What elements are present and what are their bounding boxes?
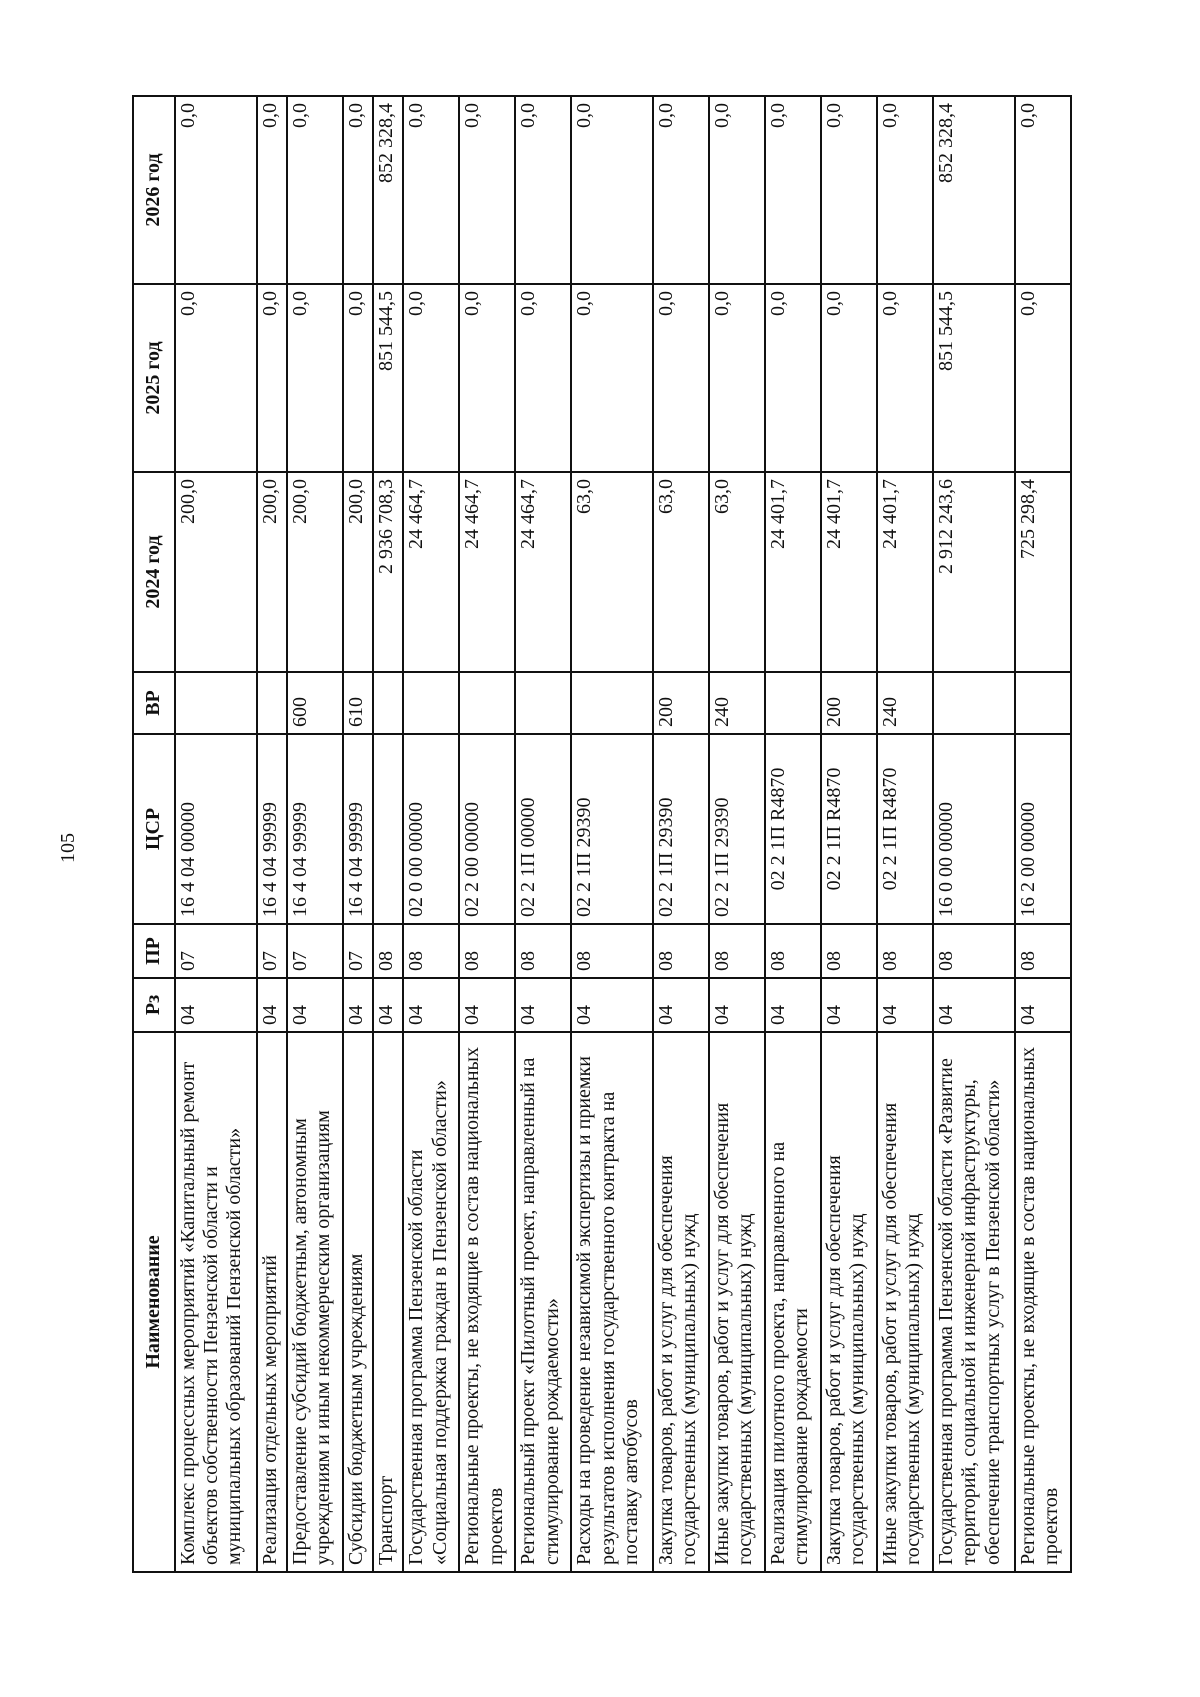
cell-2024: 24 464,7	[403, 472, 459, 672]
cell-rz: 04	[571, 978, 653, 1032]
header-2025: 2025 год	[133, 284, 175, 472]
cell-csr: 16 4 04 99999	[343, 734, 373, 924]
cell-2025: 0,0	[571, 284, 653, 472]
table-row	[821, 96, 877, 1572]
cell-2024: 24 401,7	[765, 472, 821, 672]
cell-rz: 04	[287, 978, 343, 1032]
cell-pr: 08	[515, 924, 571, 978]
cell-2026: 0,0	[765, 96, 821, 284]
cell-pr: 08	[403, 924, 459, 978]
cell-name: Предоставление субсидий бюджетным, автономным учреждениям и иным некоммерческим организациям	[287, 1032, 343, 1572]
cell-2026: 0,0	[515, 96, 571, 284]
table-row	[175, 96, 257, 1572]
cell-2024: 63,0	[653, 472, 709, 672]
cell-2025: 0,0	[459, 284, 515, 472]
cell-2026: 0,0	[571, 96, 653, 284]
cell-2026: 0,0	[459, 96, 515, 284]
cell-name: Иные закупки товаров, работ и услуг для обеспечения государственных (муниципальных) нужд	[877, 1032, 933, 1572]
cell-pr: 08	[933, 924, 1015, 978]
table-row	[653, 96, 709, 1572]
cell-vr	[933, 672, 1015, 734]
header-2026: 2026 год	[133, 96, 175, 284]
cell-2024: 24 464,7	[459, 472, 515, 672]
cell-2025: 0,0	[403, 284, 459, 472]
cell-2024: 2 936 708,3	[373, 472, 403, 672]
cell-pr: 08	[877, 924, 933, 978]
cell-2026: 0,0	[257, 96, 287, 284]
cell-rz: 04	[877, 978, 933, 1032]
cell-csr	[373, 734, 403, 924]
table-row	[257, 96, 287, 1572]
cell-2026: 0,0	[709, 96, 765, 284]
rotated-table-container	[132, 97, 1072, 1573]
cell-2025: 0,0	[653, 284, 709, 472]
cell-2024: 200,0	[257, 472, 287, 672]
cell-rz: 04	[459, 978, 515, 1032]
header-vr: ВР	[133, 672, 175, 734]
cell-rz: 04	[653, 978, 709, 1032]
cell-pr: 07	[343, 924, 373, 978]
cell-2026: 0,0	[287, 96, 343, 284]
cell-name: Реализация пилотного проекта, направленного на стимулирование рождаемости	[765, 1032, 821, 1572]
cell-vr	[515, 672, 571, 734]
cell-rz: 04	[175, 978, 257, 1032]
cell-pr: 08	[653, 924, 709, 978]
cell-name: Закупка товаров, работ и услуг для обеспечения государственных (муниципальных) нужд	[653, 1032, 709, 1572]
header-csr: ЦСР	[133, 734, 175, 924]
cell-csr: 02 2 1П 29390	[709, 734, 765, 924]
header-pr: ПР	[133, 924, 175, 978]
cell-2024: 63,0	[571, 472, 653, 672]
cell-csr: 02 2 1П R4870	[765, 734, 821, 924]
cell-vr: 200	[653, 672, 709, 734]
cell-rz: 04	[765, 978, 821, 1032]
table-row	[571, 96, 653, 1572]
cell-2025: 0,0	[257, 284, 287, 472]
header-2024: 2024 год	[133, 472, 175, 672]
cell-vr	[459, 672, 515, 734]
cell-csr: 16 4 04 99999	[257, 734, 287, 924]
cell-pr: 08	[765, 924, 821, 978]
cell-rz: 04	[709, 978, 765, 1032]
cell-csr: 16 2 00 00000	[1015, 734, 1071, 924]
cell-pr: 08	[373, 924, 403, 978]
cell-2024: 63,0	[709, 472, 765, 672]
cell-2026: 0,0	[821, 96, 877, 284]
cell-pr: 08	[709, 924, 765, 978]
cell-2025: 0,0	[287, 284, 343, 472]
cell-csr: 16 4 04 00000	[175, 734, 257, 924]
cell-rz: 04	[1015, 978, 1071, 1032]
cell-rz: 04	[515, 978, 571, 1032]
cell-2025: 0,0	[1015, 284, 1071, 472]
cell-2024: 200,0	[175, 472, 257, 672]
cell-2024: 24 401,7	[877, 472, 933, 672]
cell-2024: 24 464,7	[515, 472, 571, 672]
cell-2026: 0,0	[343, 96, 373, 284]
cell-2026: 852 328,4	[933, 96, 1015, 284]
cell-vr	[403, 672, 459, 734]
cell-vr	[373, 672, 403, 734]
cell-2026: 0,0	[1015, 96, 1071, 284]
cell-csr: 02 2 1П R4870	[877, 734, 933, 924]
cell-csr: 02 2 1П 29390	[571, 734, 653, 924]
cell-2025: 851 544,5	[933, 284, 1015, 472]
cell-pr: 08	[821, 924, 877, 978]
cell-name: Субсидии бюджетным учреждениям	[343, 1032, 373, 1572]
cell-vr: 240	[877, 672, 933, 734]
cell-2024: 200,0	[343, 472, 373, 672]
cell-name: Региональные проекты, не входящие в состав национальных проектов	[459, 1032, 515, 1572]
cell-2025: 0,0	[175, 284, 257, 472]
cell-pr: 07	[257, 924, 287, 978]
table-row	[765, 96, 821, 1572]
cell-rz: 04	[933, 978, 1015, 1032]
cell-vr: 600	[287, 672, 343, 734]
cell-name: Реализация отдельных мероприятий	[257, 1032, 287, 1572]
cell-name: Комплекс процессных мероприятий «Капитальный ремонт объектов собственности Пензенской области и муниципальных образований Пензенской области»	[175, 1032, 257, 1572]
cell-name: Транспорт	[373, 1032, 403, 1572]
header-rz: Рз	[133, 978, 175, 1032]
cell-name: Закупка товаров, работ и услуг для обеспечения государственных (муниципальных) нужд	[821, 1032, 877, 1572]
cell-pr: 07	[287, 924, 343, 978]
cell-csr: 02 2 1П R4870	[821, 734, 877, 924]
cell-csr: 16 4 04 99999	[287, 734, 343, 924]
cell-2025: 0,0	[515, 284, 571, 472]
page-number: 105	[57, 833, 79, 863]
cell-pr: 07	[175, 924, 257, 978]
cell-2026: 852 328,4	[373, 96, 403, 284]
table-row	[1015, 96, 1071, 1572]
cell-vr	[257, 672, 287, 734]
cell-vr	[175, 672, 257, 734]
cell-2025: 0,0	[877, 284, 933, 472]
cell-rz: 04	[821, 978, 877, 1032]
cell-2025: 851 544,5	[373, 284, 403, 472]
cell-pr: 08	[1015, 924, 1071, 978]
cell-2024: 24 401,7	[821, 472, 877, 672]
cell-2025: 0,0	[821, 284, 877, 472]
cell-csr: 02 0 00 00000	[403, 734, 459, 924]
cell-rz: 04	[373, 978, 403, 1032]
cell-csr: 02 2 1П 00000	[515, 734, 571, 924]
table-row	[343, 96, 373, 1572]
cell-2025: 0,0	[765, 284, 821, 472]
table-row	[459, 96, 515, 1572]
cell-2026: 0,0	[653, 96, 709, 284]
cell-csr: 02 2 00 00000	[459, 734, 515, 924]
table-header-row	[133, 96, 175, 1572]
cell-name: Государственная программа Пензенской области «Развитие территорий, социальной и инженерной инфраструктуры, обеспечение транспортных услуг в Пензенской области»	[933, 1032, 1015, 1572]
cell-2024: 200,0	[287, 472, 343, 672]
cell-rz: 04	[257, 978, 287, 1032]
cell-name: Государственная программа Пензенской области «Социальная поддержка граждан в Пензенской области»	[403, 1032, 459, 1572]
budget-table	[132, 95, 1072, 1573]
cell-2026: 0,0	[175, 96, 257, 284]
cell-pr: 08	[571, 924, 653, 978]
table-row	[373, 96, 403, 1572]
cell-vr	[1015, 672, 1071, 734]
table-row	[403, 96, 459, 1572]
cell-csr: 02 2 1П 29390	[653, 734, 709, 924]
table-row	[515, 96, 571, 1572]
cell-2025: 0,0	[343, 284, 373, 472]
table-row	[709, 96, 765, 1572]
header-name: Наименование	[133, 1032, 175, 1572]
cell-rz: 04	[343, 978, 373, 1032]
cell-2026: 0,0	[877, 96, 933, 284]
cell-name: Расходы на проведение независимой экспертизы и приемки результатов исполнения государственного контракта на поставку автобусов	[571, 1032, 653, 1572]
cell-vr: 610	[343, 672, 373, 734]
cell-pr: 08	[459, 924, 515, 978]
cell-name: Региональные проекты, не входящие в состав национальных проектов	[1015, 1032, 1071, 1572]
cell-2025: 0,0	[709, 284, 765, 472]
cell-rz: 04	[403, 978, 459, 1032]
table-row	[287, 96, 343, 1572]
cell-vr: 200	[821, 672, 877, 734]
cell-vr	[571, 672, 653, 734]
table-row	[877, 96, 933, 1572]
cell-name: Региональный проект «Пилотный проект, направленный на стимулирование рождаемости»	[515, 1032, 571, 1572]
cell-csr: 16 0 00 00000	[933, 734, 1015, 924]
cell-2024: 2 912 243,6	[933, 472, 1015, 672]
cell-vr: 240	[709, 672, 765, 734]
table-row	[933, 96, 1015, 1572]
cell-vr	[765, 672, 821, 734]
cell-name: Иные закупки товаров, работ и услуг для обеспечения государственных (муниципальных) нужд	[709, 1032, 765, 1572]
cell-2024: 725 298,4	[1015, 472, 1071, 672]
cell-2026: 0,0	[403, 96, 459, 284]
